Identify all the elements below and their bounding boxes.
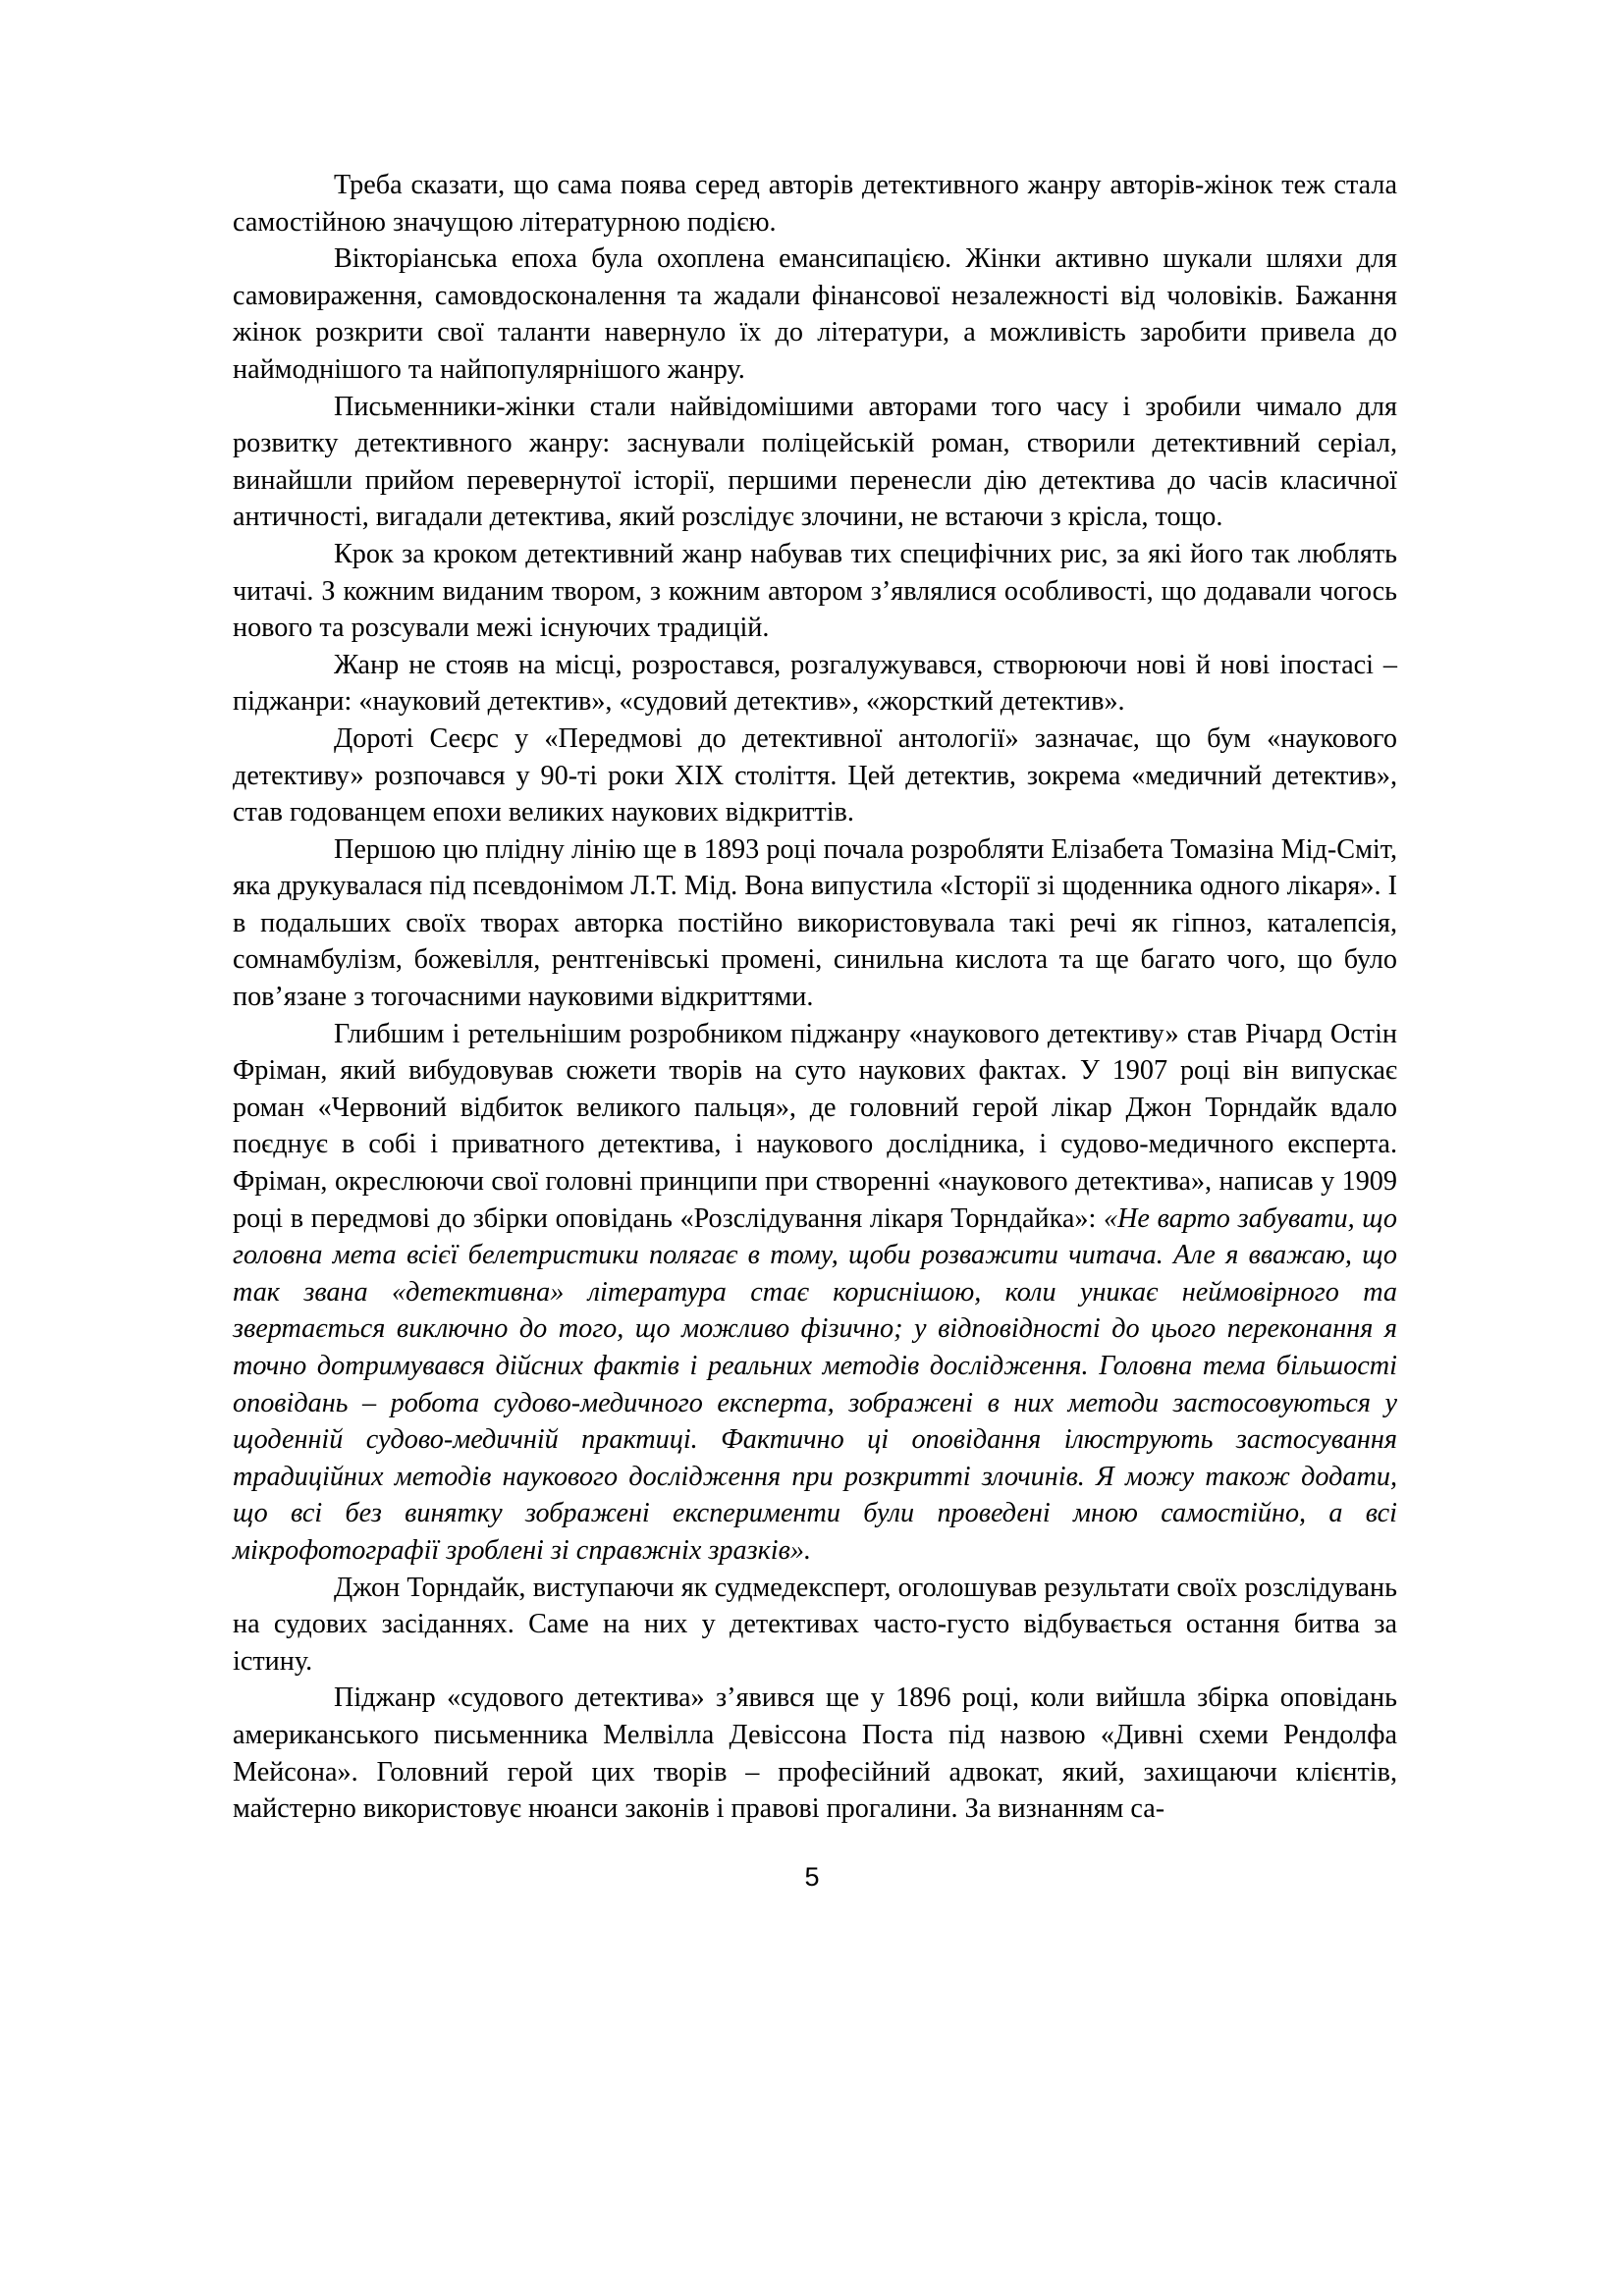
paragraph: Крок за кроком детективний жанр набував тих специфічних рис, за які його так люблять читачі. З кожним виданим твором, з кожним автором з’являлися особливості, що додавали чогось нового та розсували межі існуючих традицій.	[233, 538, 1397, 644]
paragraph-lead-text: Глибшим і ретельнішим розробником піджанру «наукового детективу» став Річард Остін Фріман, який вибудовував сюжети творів на суто наукових фактах. У 1907 році він випускає роман «Червоний відбиток великого пальця», де головний герой лікар Джон Торндайк вдало поєднує в собі і приватного детектива, і наукового дослідника, і судово-медичного експерта. Фріман, окреслюючи свої головні принципи при створенні «наукового детектива», написав у 1909 році в передмові до збірки оповідань «Розслідування лікаря Торндайка»:	[233, 1018, 1397, 1234]
paragraph: Дороті Сеєрс у «Передмові до детективної антології» зазначає, що бум «наукового детективу» розпочався у 90-ті роки XIX століття. Цей детектив, зокрема «медичний детектив», став годованцем епохи великих наукових відкриттів.	[233, 722, 1397, 828]
body-text	[233, 167, 1397, 1828]
paragraph: Першою цю плідну лінію ще в 1893 році почала розробляти Елізабета Томазіна Мід-Сміт, яка друкувалася під псевдонімом Л.Т. Мід. Вона випустила «Історії зі щоденника одного лікаря». І в подальших своїх творах авторка постійно використовувала такі речі як гіпноз, каталепсія, сомнамбулізм, божевілля, рентгенівські промені, синильна кислота та ще багато чого, що було пов’язане з тогочасними науковими відкриттями.	[233, 833, 1397, 1013]
paragraph: Джон Торндайк, виступаючи як судмедексперт, оголошував результати своїх розслідувань на судових засіданнях. Саме на них у детективах часто-густо відбувається остання битва за істину.	[233, 1572, 1397, 1677]
paragraph: Жанр не стояв на місці, розростався, розгалужувався, створюючи нові й нові іпостасі – піджанри: «науковий детектив», «судовий детектив», «жорсткий детектив».	[233, 649, 1397, 718]
paragraph: Вікторіанська епоха була охоплена емансипацією. Жінки активно шукали шляхи для самовираження, самовдосконалення та жадали фінансової незалежності від чоловіків. Бажання жінок розкрити свої таланти навернуло їх до літератури, а можливість заробити привела до наймоднішого та найпопулярнішого жанру.	[233, 243, 1397, 385]
page-number: 5	[804, 1862, 820, 1892]
paragraph: Письменники-жінки стали найвідомішими авторами того часу і зробили чимало для розвитку детективного жанру: заснували поліцейській роман, створили детективний серіал, винайшли прийом перевернутої історії, першими перенесли дію детектива до часів класичної античності, вигадали детектива, який розслідує злочини, не встаючи з крісла, тощо.	[233, 391, 1397, 533]
paragraph: Треба сказати, що сама поява серед авторів детективного жанру авторів-жінок теж стала самостійною значущою літературною подією.	[233, 170, 1397, 238]
paragraph: Піджанр «судового детектива» з’явився ще у 1896 році, коли вийшла збірка оповідань американського письменника Мелвілла Девіссона Поста під назвою «Дивні схеми Рендолфа Мейсона». Головний герой цих творів – професійний адвокат, який, захищаючи клієнтів, майстерно використовує нюанси законів і правові прогалини. За визнанням са-	[233, 1682, 1397, 1825]
paragraph-with-quote	[233, 1016, 1397, 1570]
freeman-quote: «Не варто забувати, що головна мета всієї белетристики полягає в тому, щоби розважити читача. Але я вважаю, що так звана «детективна» література стає кориснiшою, коли уникає неймовірного та звертається виключно до того, що можливо фізично; у відповідності до цього переконання я точно дотримувався дійсних фактів і реальних методів дослідження. Головна тема більшості оповідань – робота судово-медичного експерта, зображені в них методи застосовуються у щоденній судово-медичній практиці. Фактично ці оповідання ілюструють застосування традиційних методів наукового дослідження при розкритті злочинів. Я можу також додати, що всі без винятку зображені експерименти були проведені мною самостійно, а всі мікрофотографії зроблені зі справжніх зразків».	[233, 1202, 1397, 1566]
